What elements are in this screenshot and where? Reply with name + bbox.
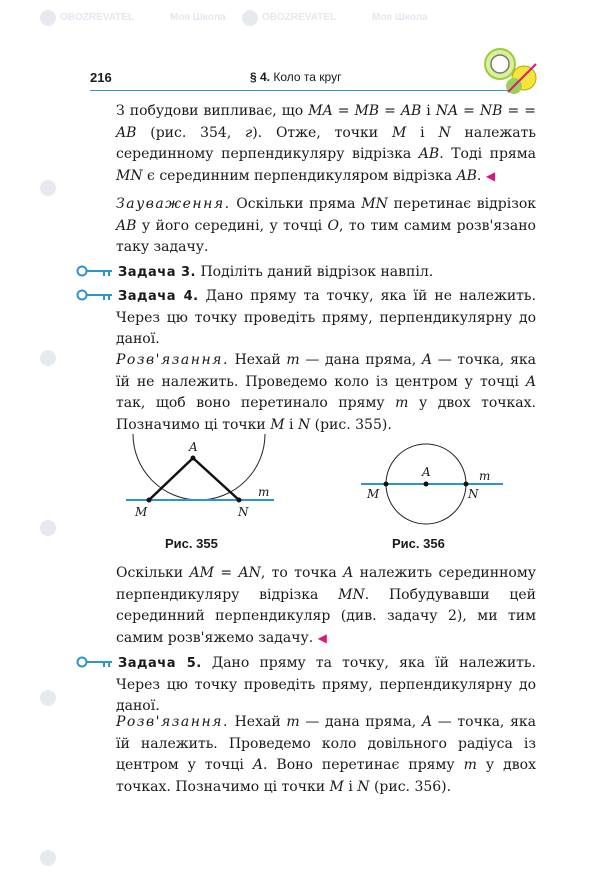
- key-icon: [76, 289, 114, 301]
- page-header: [90, 68, 510, 90]
- solution-4: Розв'язання. Нехай m — дана пряма, A — точка, яка їй не належить. Проведемо коло із центром у точці A так, щоб воно перетинало пряму m у двох точках. Позначимо ці точки M і N (рис. 355).: [116, 352, 537, 433]
- point-A: [191, 456, 196, 461]
- label-N: N: [238, 505, 249, 519]
- key-icon: [76, 265, 114, 277]
- paragraph-conclusion-2: Оскільки AM = AN, то точка A належить серединному перпендикуляру відрізка MN. Побудувавши цей серединний перпендикуляр (див. задачу 2), ми тим самим розв'яжемо задачу. ◀: [116, 565, 536, 646]
- paragraph-conclusion: З побудови випливає, що MA = MB = AB і NA = NB = = AB (рис. 354, г). Отже, точки M і N належать серединному перпендикуляру відрізка AB. Тоді пряма MN є серединним перпендикуляром відрізка AB. ◀: [116, 103, 536, 184]
- label-m: m: [258, 485, 270, 499]
- solution-5: Розв'язання. Нехай m — дана пряма, A — точка, яка їй належить. Проведемо коло довільного радіуса із центром у точці A. Воно перетинає пряму m у двох точках. Позначимо ці точки M і N (рис. 356).: [116, 714, 537, 795]
- figure-356: [358, 440, 508, 525]
- figure-355-caption: Рис. 355: [165, 536, 218, 551]
- circle-arc: [133, 434, 265, 500]
- end-triangle-icon: ◀: [485, 168, 496, 183]
- task-3: Задача 3. Поділіть даний відрізок навпіл.: [116, 262, 536, 284]
- point-N: [237, 498, 242, 503]
- figure-356-caption: Рис. 356: [392, 536, 445, 551]
- paragraph-note: Зауваження. Оскільки пряма MN перетинає відрізок AB у його середині, у точці O, то тим самим розв'язано таку задачу.: [116, 196, 537, 255]
- label-A: A: [189, 440, 198, 454]
- end-triangle-icon: ◀: [317, 630, 327, 645]
- figure-355: [118, 432, 283, 527]
- header-rule: [90, 90, 512, 91]
- page-number: 216: [90, 70, 112, 85]
- point-N: [464, 482, 469, 487]
- circles-decoration-icon: [478, 40, 558, 100]
- point-A: [424, 482, 429, 487]
- label-N: N: [468, 487, 479, 501]
- task-4: Задача 4. Дано пряму та точку, яка їй не належить. Через цю точку проведіть пряму, перпендикулярну до даної.: [116, 286, 536, 351]
- point-M: [147, 498, 152, 503]
- label-A: A: [422, 465, 431, 479]
- section-title: § 4. Коло та круг: [250, 70, 342, 84]
- key-icon: [76, 656, 114, 668]
- label-m: m: [479, 469, 491, 483]
- label-M: M: [367, 487, 380, 501]
- label-M: M: [135, 505, 148, 519]
- segment-AN: [193, 458, 239, 500]
- point-M: [384, 482, 389, 487]
- task-5: Задача 5. Дано пряму та точку, яка їй належить. Через цю точку проведіть пряму, перпендикулярну до даної.: [116, 653, 536, 718]
